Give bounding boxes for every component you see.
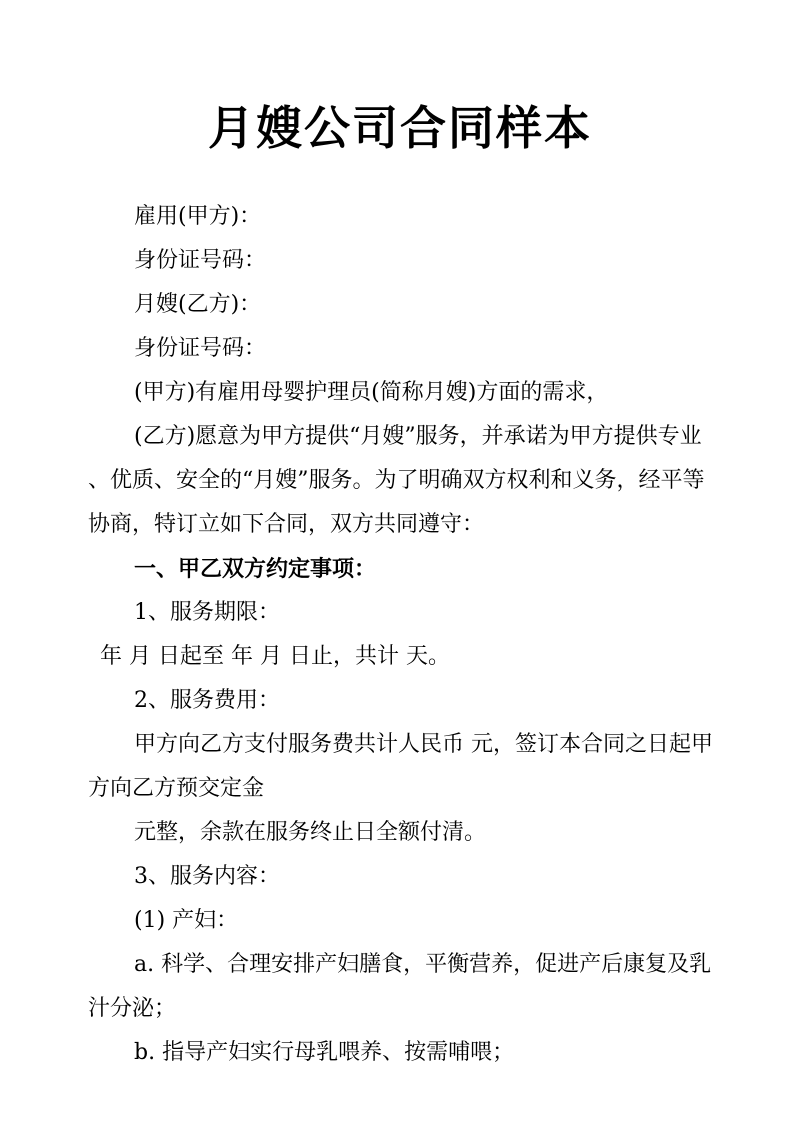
paragraph-need: (甲方)有雇用母婴护理员(简称月嫂)方面的需求， <box>134 380 609 405</box>
item-service-period: 1、服务期限： <box>134 600 280 625</box>
employer-field-label: 雇用(甲方)： <box>134 204 262 229</box>
service-period-dates: 年 月 日起至 年 月 日止，共计 天。 <box>100 644 450 669</box>
item-service-content: 3、服务内容： <box>134 864 280 889</box>
nanny-field-label: 月嫂(乙方)： <box>134 292 262 317</box>
nanny-id-field-label: 身份证号码： <box>134 336 267 361</box>
item-service-fee: 2、服务费用： <box>134 688 280 713</box>
sub-item-mother: (1) 产妇： <box>134 908 239 933</box>
point-a-line-2: 汁分泌； <box>88 996 177 1021</box>
fee-paragraph-line-2: 方向乙方预交定金 <box>88 776 265 801</box>
document-title: 月嫂公司合同样本 <box>208 101 592 155</box>
fee-paragraph-line-3: 元整，余款在服务终止日全额付清。 <box>134 820 487 845</box>
point-a-line-1: a. 科学、合理安排产妇膳食，平衡营养，促进产后康复及乳 <box>134 952 712 977</box>
fee-paragraph-line-1: 甲方向乙方支付服务费共计人民币 元，签订本合同之日起甲 <box>134 732 713 757</box>
employer-id-field-label: 身份证号码： <box>134 248 267 273</box>
section-heading-agreed-items: 一、甲乙双方约定事项： <box>134 556 377 582</box>
paragraph-willing-line-3: 协商，特订立如下合同，双方共同遵守： <box>88 512 485 537</box>
paragraph-willing-line-1: (乙方)愿意为甲方提供“月嫂”服务，并承诺为甲方提供专业 <box>134 424 702 449</box>
paragraph-willing-line-2: 、优质、安全的“月嫂”服务。为了明确双方权利和义务，经平等 <box>88 468 705 493</box>
point-b: b. 指导产妇实行母乳喂养、按需哺喂； <box>134 1040 515 1065</box>
